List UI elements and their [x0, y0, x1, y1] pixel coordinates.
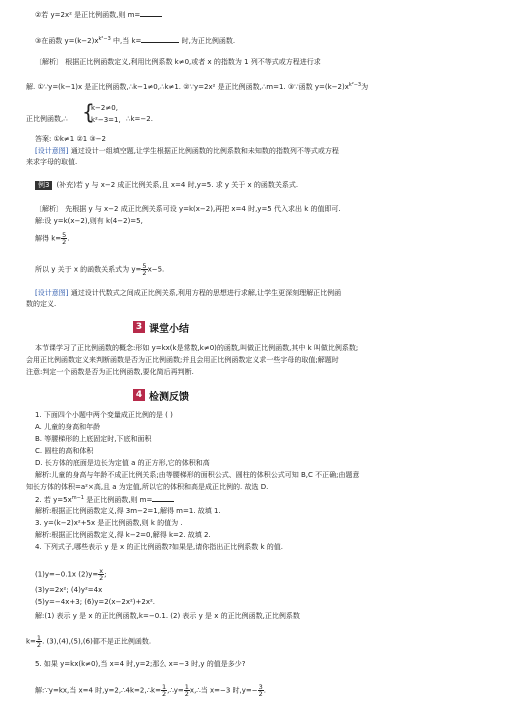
section-feedback-header [133, 388, 189, 402]
q5-solution [35, 684, 266, 697]
design-intent-label: [设计意图] [35, 147, 69, 155]
example-3-line [35, 181, 298, 190]
question-4: 4. 下列式子,哪些表示 y 是 x 的正比例函数?如果是,请你指出正比例系数 k 的值. [35, 543, 283, 551]
numerator: 1 [184, 683, 189, 691]
section-summary-header [133, 320, 189, 334]
q1-solution: 解析:儿童的身高与年龄不成正比例关系;由等腰梯形的面积公式、圆柱的体积公式可知 B,C 不正确;由题意 [35, 471, 360, 479]
blank [141, 36, 179, 43]
summary-line: 会用正比例函数定义来判断函数是否为正比例函数;并且会用正比例函数定义求一些字母的取值;解题时 [26, 356, 339, 364]
system-line: 正比例函数,∴ [26, 115, 68, 123]
question-5: 5. 如果 y=kx(k≠0),当 x=4 时,y=2;那么 x=−3 时,y 的值是多少? [35, 660, 246, 668]
text: ,∴y= [167, 686, 184, 695]
text: 中,当 k= [110, 37, 142, 45]
text: 解:∵y=kx,当 x=4 时,y=2,∴4k=2,∴k= [35, 686, 161, 695]
text: 解. ①∵y=(k−1)x 是正比例函数,∴k−1≠0,∴k≠1. ②∵y=2x² 是正比例函数,∴m=1. ③∵函数 y=(k−2)x [26, 83, 349, 91]
design-intent-line-2 [35, 289, 341, 298]
denominator: 2 [184, 690, 189, 698]
design-intent-line [35, 147, 339, 156]
brace-glyph: { [82, 100, 95, 124]
q2-solution: 解析:根据正比例函数定义,得 3m−2=1,解得 m=1. 故填 1. [35, 507, 221, 515]
text: ②若 y=2x² 是正比例函数,则 m= [35, 11, 141, 19]
system-result: ∴k=−2. [126, 115, 153, 123]
solution-setup: 解:设 y=k(x−2),则有 k(4−2)=5, [35, 217, 143, 225]
exponent: m−1 [71, 495, 84, 501]
numerator: 1 [161, 683, 167, 691]
option-a: A. 儿童的身高和年龄 [35, 423, 101, 431]
section-title: 课堂小结 [149, 323, 189, 335]
line-q2-mode [35, 10, 162, 20]
text: ③在函数 y=(k−2)x [35, 37, 99, 45]
option-c: C. 圆柱的高和体积 [35, 447, 94, 455]
denominator: 2 [36, 641, 42, 649]
q3-solution: 解析:根据正比例函数定义,得 k−2=0,解得 k=2. 故填 2. [35, 531, 211, 539]
text: ; [104, 570, 107, 579]
design-intent-cont: 来求字母的取值. [26, 158, 78, 166]
summary-line: 注意:判定一个函数是否为正比例函数,要化简后再判断. [26, 368, 194, 376]
denominator: 2 [62, 238, 67, 246]
numerator: 5 [142, 262, 147, 270]
exponent: k²−3 [98, 36, 111, 42]
text: k= [26, 637, 36, 646]
text: 2. 若 y=5x [35, 496, 72, 504]
solution-line [26, 83, 368, 93]
text: x−5. [147, 265, 165, 274]
q1-solution-cont: 知长方体的体积=a²×高,且 a 为定值,所以它的体积和高是成正比例的. 故选 D. [26, 483, 269, 491]
numerator: 1 [36, 634, 42, 642]
question-1: 1. 下面四个小题中两个变量成正比例的是 ( ) [35, 411, 173, 419]
section-title: 检测反馈 [149, 391, 189, 403]
text: 时,为正比例函数. [179, 37, 236, 45]
option-d: D. 长方体的底面是边长为定值 a 的正方形,它的体积和高 [35, 459, 210, 467]
text: . [67, 234, 70, 243]
line-q3 [35, 36, 235, 47]
text: . [263, 686, 266, 695]
system-eq1: k−2≠0, [91, 104, 118, 112]
denominator: 2 [99, 574, 104, 582]
text: 通过设计一组填空题,让学生根据正比例函数的比例系数和未知数的指数列不等式或方程 [68, 147, 339, 155]
question-2 [35, 495, 174, 506]
answer-line: 答案: ①k≠1 ②1 ③−2 [35, 135, 107, 143]
blank [152, 495, 174, 502]
text: 是正比例函数,则 m= [83, 496, 153, 504]
text: x,∴当 x=−3 时,y=− [189, 686, 258, 695]
denominator: 2 [142, 269, 147, 277]
system-eq2: k²−3=1, [91, 116, 121, 124]
option-b: B. 等腰梯形的上底固定时,下底和面积 [35, 435, 152, 443]
q4-row-2: (3)y=2x²; (4)y²=4x [35, 586, 103, 594]
text: 为 [361, 83, 369, 91]
function-result [35, 263, 164, 276]
text: (补充)若 y 与 x−2 成正比例关系,且 x=4 时,y=5. 求 y 关于 x 的函数关系式. [56, 181, 299, 189]
section-number-badge: 4 [133, 389, 145, 401]
q4-row-3: (5)y=−4x+3; (6)y=2(x−2x²)+2x². [35, 598, 156, 606]
q4-solution: 解:(1) 表示 y 是 x 的正比例函数,k=−0.1. (2) 表示 y 是 x 的正比例函数,正比例系数 [35, 612, 300, 620]
numerator: 5 [62, 231, 67, 239]
text: 解得 k= [35, 234, 62, 243]
numerator: x [99, 567, 104, 575]
numerator: 3 [258, 683, 263, 691]
blank [140, 10, 162, 17]
question-3: 3. y=(k−2)x²+5x 是正比例函数,则 k 的值为 . [35, 519, 183, 527]
text: . (3),(4),(5),(6)都不是正比例函数. [42, 637, 152, 646]
analysis-line-2: 〔解析〕 先根据 y 与 x−2 成正比例关系可设 y=k(x−2),再把 x=4 时,y=5 代入求出 k 的值即可. [35, 205, 341, 213]
section-number-badge: 3 [133, 321, 145, 333]
example-tag: 例3 [35, 181, 52, 190]
q4-solution-cont [26, 635, 151, 648]
denominator: 2 [258, 690, 263, 698]
text: (1)y=−0.1x (2)y= [35, 570, 99, 579]
design-intent-label: [设计意图] [35, 289, 69, 297]
summary-line: 本节课学习了正比例函数的概念:形如 y=kx(k是常数,k≠0)的函数,叫做正比例函数,其中 k 叫做比例系数; [35, 344, 359, 352]
text: 通过设计代数式之间成正比例关系,利用方程的思想进行求解,让学生更深刻理解正比例函 [68, 289, 342, 297]
q4-row-1 [35, 568, 106, 581]
solve-k-line [35, 232, 70, 245]
denominator: 2 [161, 690, 167, 698]
analysis-line: 〔解析〕 根据正比例函数定义,利用比例系数 k≠0,或者 x 的指数为 1 列不等式或方程进行求 [35, 58, 321, 66]
design-intent-cont-2: 数的定义. [26, 300, 57, 308]
text: 所以 y 关于 x 的函数关系式为 y= [35, 265, 142, 274]
exponent: k²−3 [348, 82, 362, 88]
